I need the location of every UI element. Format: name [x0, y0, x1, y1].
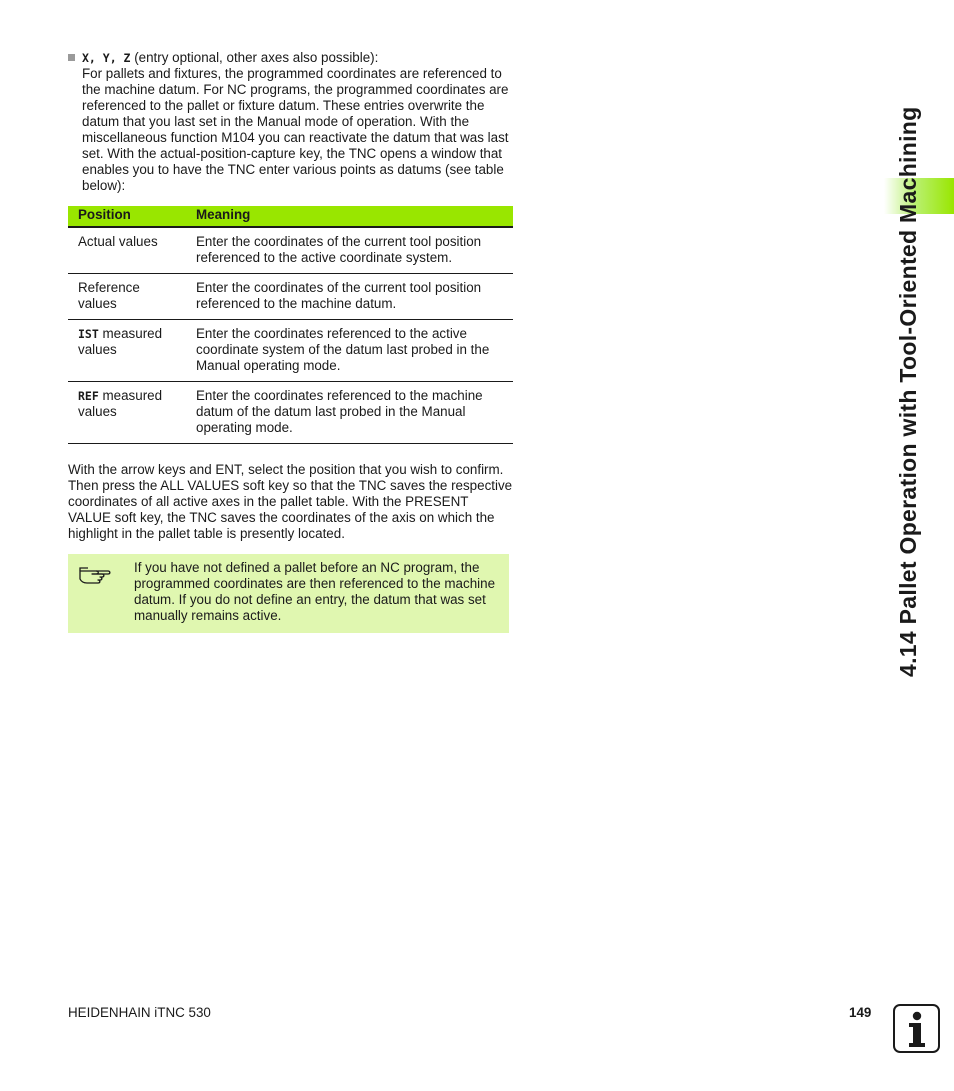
- cell-meaning: Enter the coordinates of the current tool position referenced to the active coordinate system.: [186, 227, 513, 274]
- cell-meaning: Enter the coordinates referenced to the active coordinate system of the datum last probed in the Manual operating mode.: [186, 320, 513, 382]
- table-header-row: [68, 206, 513, 227]
- position-text: Reference values: [78, 280, 140, 311]
- cell-position: [68, 274, 186, 320]
- position-text: measured values: [78, 388, 163, 419]
- table-row: [68, 382, 513, 444]
- instructions-paragraph: With the arrow keys and ENT, select the position that you wish to confirm. Then press the ALL VALUES soft key so that the TNC saves the respective coordinates of all active axes in the pallet table. With the PRESENT VALUE soft key, the TNC saves the coordinates of the axis on which the highlight in the pallet table is presently located.: [68, 462, 513, 541]
- table-row: [68, 320, 513, 382]
- table-row: [68, 274, 513, 320]
- header-meaning: Meaning: [186, 206, 513, 227]
- pointing-hand-icon: [78, 564, 112, 586]
- bullet-body-text: For pallets and fixtures, the programmed coordinates are referenced to the machine datum. For NC programs, the programmed coordinates are referenced to the pallet or fixture datum. These entries overwrite the datum that you last set in the Manual mode of operation. With the miscellaneous function M104 you can reactivate the datum that was last set. With the actual-position-capture key, the TNC opens a window that enables you to have the TNC enter various points as datums (see table below):: [82, 66, 509, 193]
- position-code: IST: [78, 327, 99, 341]
- cell-meaning: Enter the coordinates of the current tool position referenced to the machine datum.: [186, 274, 513, 320]
- info-glyph: [895, 1006, 938, 1051]
- note-text: If you have not defined a pallet before an NC program, the programmed coordinates are then referenced to the machine datum. If you do not define an entry, the datum that was set manually remains active.: [134, 560, 496, 623]
- cell-position: [68, 320, 186, 382]
- position-text: Actual values: [78, 234, 158, 249]
- position-code: REF: [78, 389, 99, 403]
- note-box: [68, 554, 509, 633]
- table-row: [68, 227, 513, 274]
- position-table: [68, 206, 513, 444]
- header-position: Position: [68, 206, 186, 227]
- footer-product-name: HEIDENHAIN iTNC 530: [68, 1005, 211, 1020]
- chapter-side-title: 4.14 Pallet Operation with Tool-Oriented Machining: [895, 106, 921, 677]
- bullet-heading: [82, 50, 513, 66]
- bullet-square-icon: [68, 54, 75, 61]
- cell-meaning: Enter the coordinates referenced to the machine datum of the datum last probed in the Manual operating mode.: [186, 382, 513, 444]
- axes-label: X, Y, Z: [82, 51, 131, 65]
- cell-position: [68, 382, 186, 444]
- page-number: 149: [849, 1005, 872, 1020]
- bullet-heading-suffix: (entry optional, other axes also possible):: [134, 50, 379, 65]
- cell-position: [68, 227, 186, 274]
- position-text: measured values: [78, 326, 163, 357]
- axes-bullet-item: [68, 50, 513, 194]
- info-icon: [893, 1004, 940, 1053]
